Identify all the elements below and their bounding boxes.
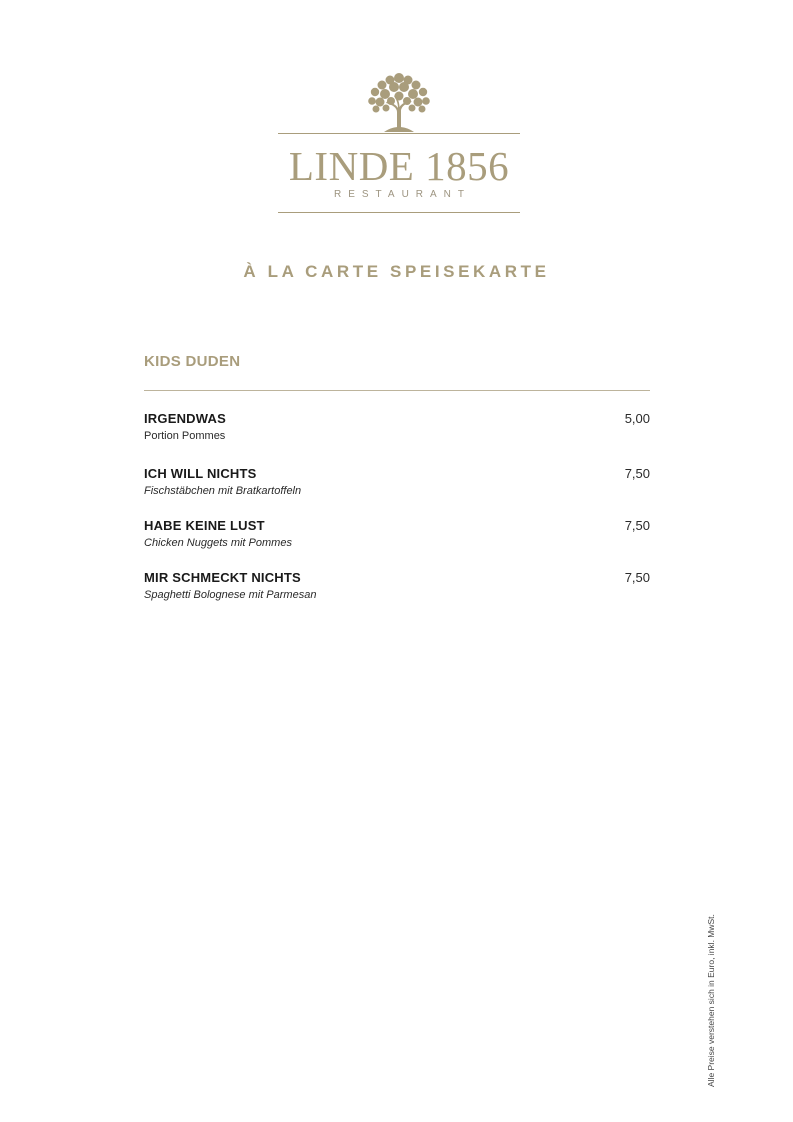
price-footnote: Alle Preise verstehen sich in Euro, inkl. MwSt.: [706, 914, 716, 1087]
brand-subtitle: RESTAURANT: [333, 189, 472, 200]
menu-item: [144, 409, 650, 464]
tree-icon: [364, 70, 434, 134]
brand-name: LINDE 1856: [288, 143, 510, 189]
menu-item-name: MIR SCHMECKT NICHTS: [144, 570, 301, 585]
logo-divider-top: [278, 133, 520, 134]
menu-item-description: Chicken Nuggets mit Pommes: [144, 537, 292, 549]
menu-item-name: ICH WILL NICHTS: [144, 466, 257, 481]
restaurant-logo: [278, 70, 520, 216]
menu-item-price: 7,50: [624, 466, 650, 481]
menu-item-name: HABE KEINE LUST: [144, 518, 265, 533]
section-title: KIDS DUDEN: [144, 353, 241, 370]
menu-title: À LA CARTE SPEISEKARTE: [243, 262, 550, 281]
menu-item-price: 5,00: [624, 411, 650, 426]
menu-item-description: Spaghetti Bolognese mit Parmesan: [144, 589, 317, 601]
menu-item-name: IRGENDWAS: [144, 411, 226, 426]
menu-item-description: Portion Pommes: [144, 430, 226, 442]
menu-item-price: 7,50: [624, 518, 650, 533]
menu-items: [144, 409, 650, 620]
menu-item: [144, 516, 650, 568]
logo-divider-bottom: [278, 212, 520, 213]
section-divider: [144, 390, 650, 391]
menu-item: [144, 568, 650, 620]
menu-item-description: Fischstäbchen mit Bratkartoffeln: [144, 485, 302, 497]
menu-item-price: 7,50: [624, 570, 650, 585]
menu-item: [144, 464, 650, 516]
